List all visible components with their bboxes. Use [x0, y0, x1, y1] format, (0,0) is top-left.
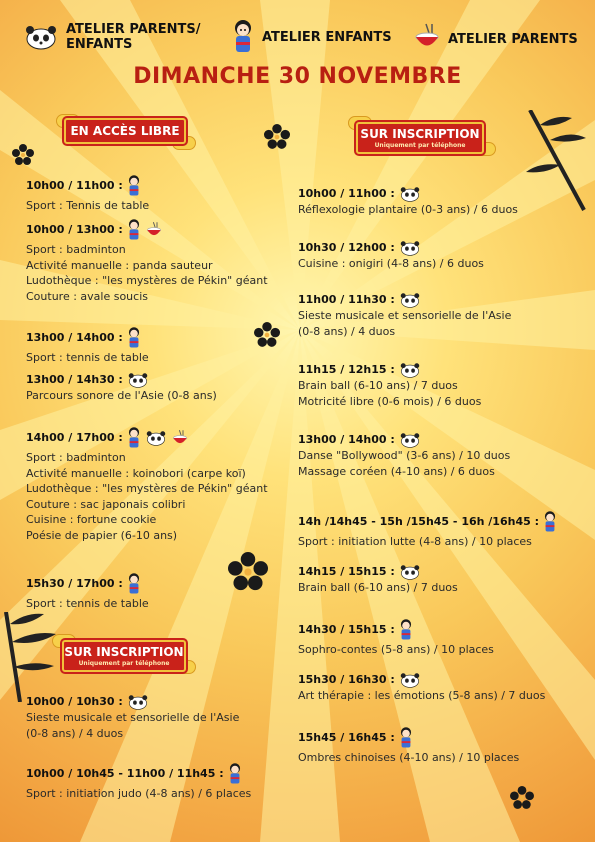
activity-text: Cuisine : onigiri (4-8 ans) / 6 duos: [298, 257, 484, 270]
flower-icon: [510, 786, 534, 810]
activity-block: [26, 572, 149, 612]
legend: [0, 18, 595, 62]
activity-text: Sophro-contes (5-8 ans) / 10 places: [298, 643, 494, 656]
time-slot: 14h15 / 15h15 :: [298, 565, 395, 578]
activity-text: Massage coréen (4-10 ans) / 6 duos: [298, 464, 495, 478]
activity-text: Art thérapie : les émotions (5-8 ans) / 7 duos: [298, 689, 546, 702]
panda-icon: [399, 240, 421, 256]
time-slot: 15h30 / 17h00 :: [26, 577, 123, 590]
legend-enfants: ATELIER ENFANTS: [262, 30, 392, 45]
activity-text: Ombres chinoises (4-10 ans) / 10 places: [298, 751, 520, 764]
banner-acces-libre: EN ACCÈS LIBRE: [64, 118, 186, 144]
time-slot: 14h00 / 17h00 :: [26, 431, 123, 444]
activity-block: [298, 362, 481, 409]
banner-inscription-right: SUR INSCRIPTION Uniquement par téléphone: [356, 122, 484, 154]
activity-block: [298, 672, 545, 704]
activity-text: Sport : initiation lutte (4-8 ans) / 10 places: [298, 535, 532, 548]
time-slot: 11h00 / 11h30 :: [298, 293, 395, 306]
activity-text: Sieste musicale et sensorielle de l'Asie: [298, 309, 512, 322]
activity-block: [26, 174, 149, 214]
kid-icon: [127, 572, 141, 596]
activity-block: [298, 240, 484, 272]
activity-text: Poésie de papier (6-10 ans): [26, 528, 178, 542]
left-column-acces-libre: [26, 174, 296, 634]
bowl-icon: [145, 221, 163, 239]
time-slot: 10h00 / 11h00 :: [298, 187, 395, 200]
time-slot: 10h30 / 12h00 :: [298, 241, 395, 254]
time-slot: 13h00 / 14h00 :: [26, 331, 123, 344]
panda-icon: [399, 292, 421, 308]
panda-icon: [127, 694, 149, 710]
activity-text: Couture : avale soucis: [26, 289, 148, 303]
panda-icon: [127, 372, 149, 388]
activity-block: [298, 726, 519, 766]
activity-block: [26, 372, 217, 404]
activity-text: Sport : badminton: [26, 451, 126, 464]
activity-text: Sport : tennis de table: [26, 351, 149, 364]
activity-text: Sieste musicale et sensorielle de l'Asie: [26, 711, 240, 724]
left-column-inscription: [26, 694, 296, 814]
activity-text: Ludothèque : "les mystères de Pékin" géant: [26, 482, 268, 495]
activity-block: [26, 426, 268, 543]
activity-text: Sport : badminton: [26, 243, 126, 256]
bowl-icon: [412, 22, 442, 52]
activity-text: Réflexologie plantaire (0-3 ans) / 6 duos: [298, 203, 518, 216]
activity-block: [298, 432, 510, 479]
panda-icon: [24, 24, 58, 50]
time-slot: 13h00 / 14h00 :: [298, 433, 395, 446]
legend-parents: ATELIER PARENTS: [448, 32, 578, 47]
activity-block: [298, 564, 458, 596]
flower-icon: [12, 144, 34, 166]
kid-icon: [232, 18, 254, 56]
kid-icon: [127, 174, 141, 198]
activity-block: [26, 218, 268, 304]
kid-icon: [399, 618, 413, 642]
activity-block: [298, 292, 511, 339]
activity-text: Sport : tennis de table: [26, 597, 149, 610]
activity-text: Ludothèque : "les mystères de Pékin" géant: [26, 274, 268, 287]
time-slot: 15h45 / 16h45 :: [298, 731, 395, 744]
activity-text: Danse "Bollywood" (3-6 ans) / 10 duos: [298, 449, 511, 462]
panda-icon: [399, 186, 421, 202]
activity-block: [26, 326, 149, 366]
activity-text: Motricité libre (0-6 mois) / 6 duos: [298, 394, 482, 408]
activity-text: Couture : sac japonais colibri: [26, 497, 186, 511]
bowl-icon: [171, 429, 189, 447]
kid-icon: [543, 510, 557, 534]
time-slot: 10h00 / 11h00 :: [26, 179, 123, 192]
activity-block: [298, 510, 557, 550]
activity-text: Brain ball (6-10 ans) / 7 duos: [298, 581, 458, 594]
activity-text: Sport : Tennis de table: [26, 199, 150, 212]
activity-text: (0-8 ans) / 4 duos: [26, 726, 124, 740]
panda-icon: [399, 564, 421, 580]
kid-icon: [399, 726, 413, 750]
activity-text: Parcours sonore de l'Asie (0-8 ans): [26, 389, 217, 402]
activity-text: Sport : initiation judo (4-8 ans) / 6 places: [26, 787, 252, 800]
time-slot: 14h30 / 15h15 :: [298, 623, 395, 636]
time-slot: 13h00 / 14h30 :: [26, 373, 123, 386]
panda-icon: [399, 672, 421, 688]
activity-block: [298, 186, 518, 218]
time-slot: 14h /14h45 - 15h /15h45 - 16h /16h45 :: [298, 515, 539, 528]
kid-icon: [127, 426, 141, 450]
panda-icon: [145, 430, 167, 446]
kid-icon: [228, 762, 242, 786]
time-slot: 11h15 / 12h15 :: [298, 363, 395, 376]
page-title: DIMANCHE 30 NOVEMBRE: [133, 64, 462, 89]
kid-icon: [127, 326, 141, 350]
time-slot: 10h00 / 10h30 :: [26, 695, 123, 708]
activity-block: [298, 618, 494, 658]
activity-text: Activité manuelle : koinobori (carpe koï): [26, 466, 246, 480]
activity-block: [26, 694, 239, 741]
activity-text: Cuisine : fortune cookie: [26, 513, 157, 526]
panda-icon: [399, 362, 421, 378]
right-column-inscription: [298, 186, 593, 786]
time-slot: 10h00 / 13h00 :: [26, 223, 123, 236]
kid-icon: [127, 218, 141, 242]
panda-icon: [399, 432, 421, 448]
activity-block: [26, 762, 251, 802]
legend-parents-enfants: ATELIER PARENTS/ ENFANTS: [66, 22, 201, 52]
flower-icon: [264, 124, 290, 150]
activity-text: Activité manuelle : panda sauteur: [26, 258, 213, 272]
activity-text: (0-8 ans) / 4 duos: [298, 324, 396, 338]
banner-inscription-left: SUR INSCRIPTION Uniquement par téléphone: [62, 640, 186, 672]
time-slot: 15h30 / 16h30 :: [298, 673, 395, 686]
time-slot: 10h00 / 10h45 - 11h00 / 11h45 :: [26, 767, 224, 780]
activity-text: Brain ball (6-10 ans) / 7 duos: [298, 379, 458, 392]
